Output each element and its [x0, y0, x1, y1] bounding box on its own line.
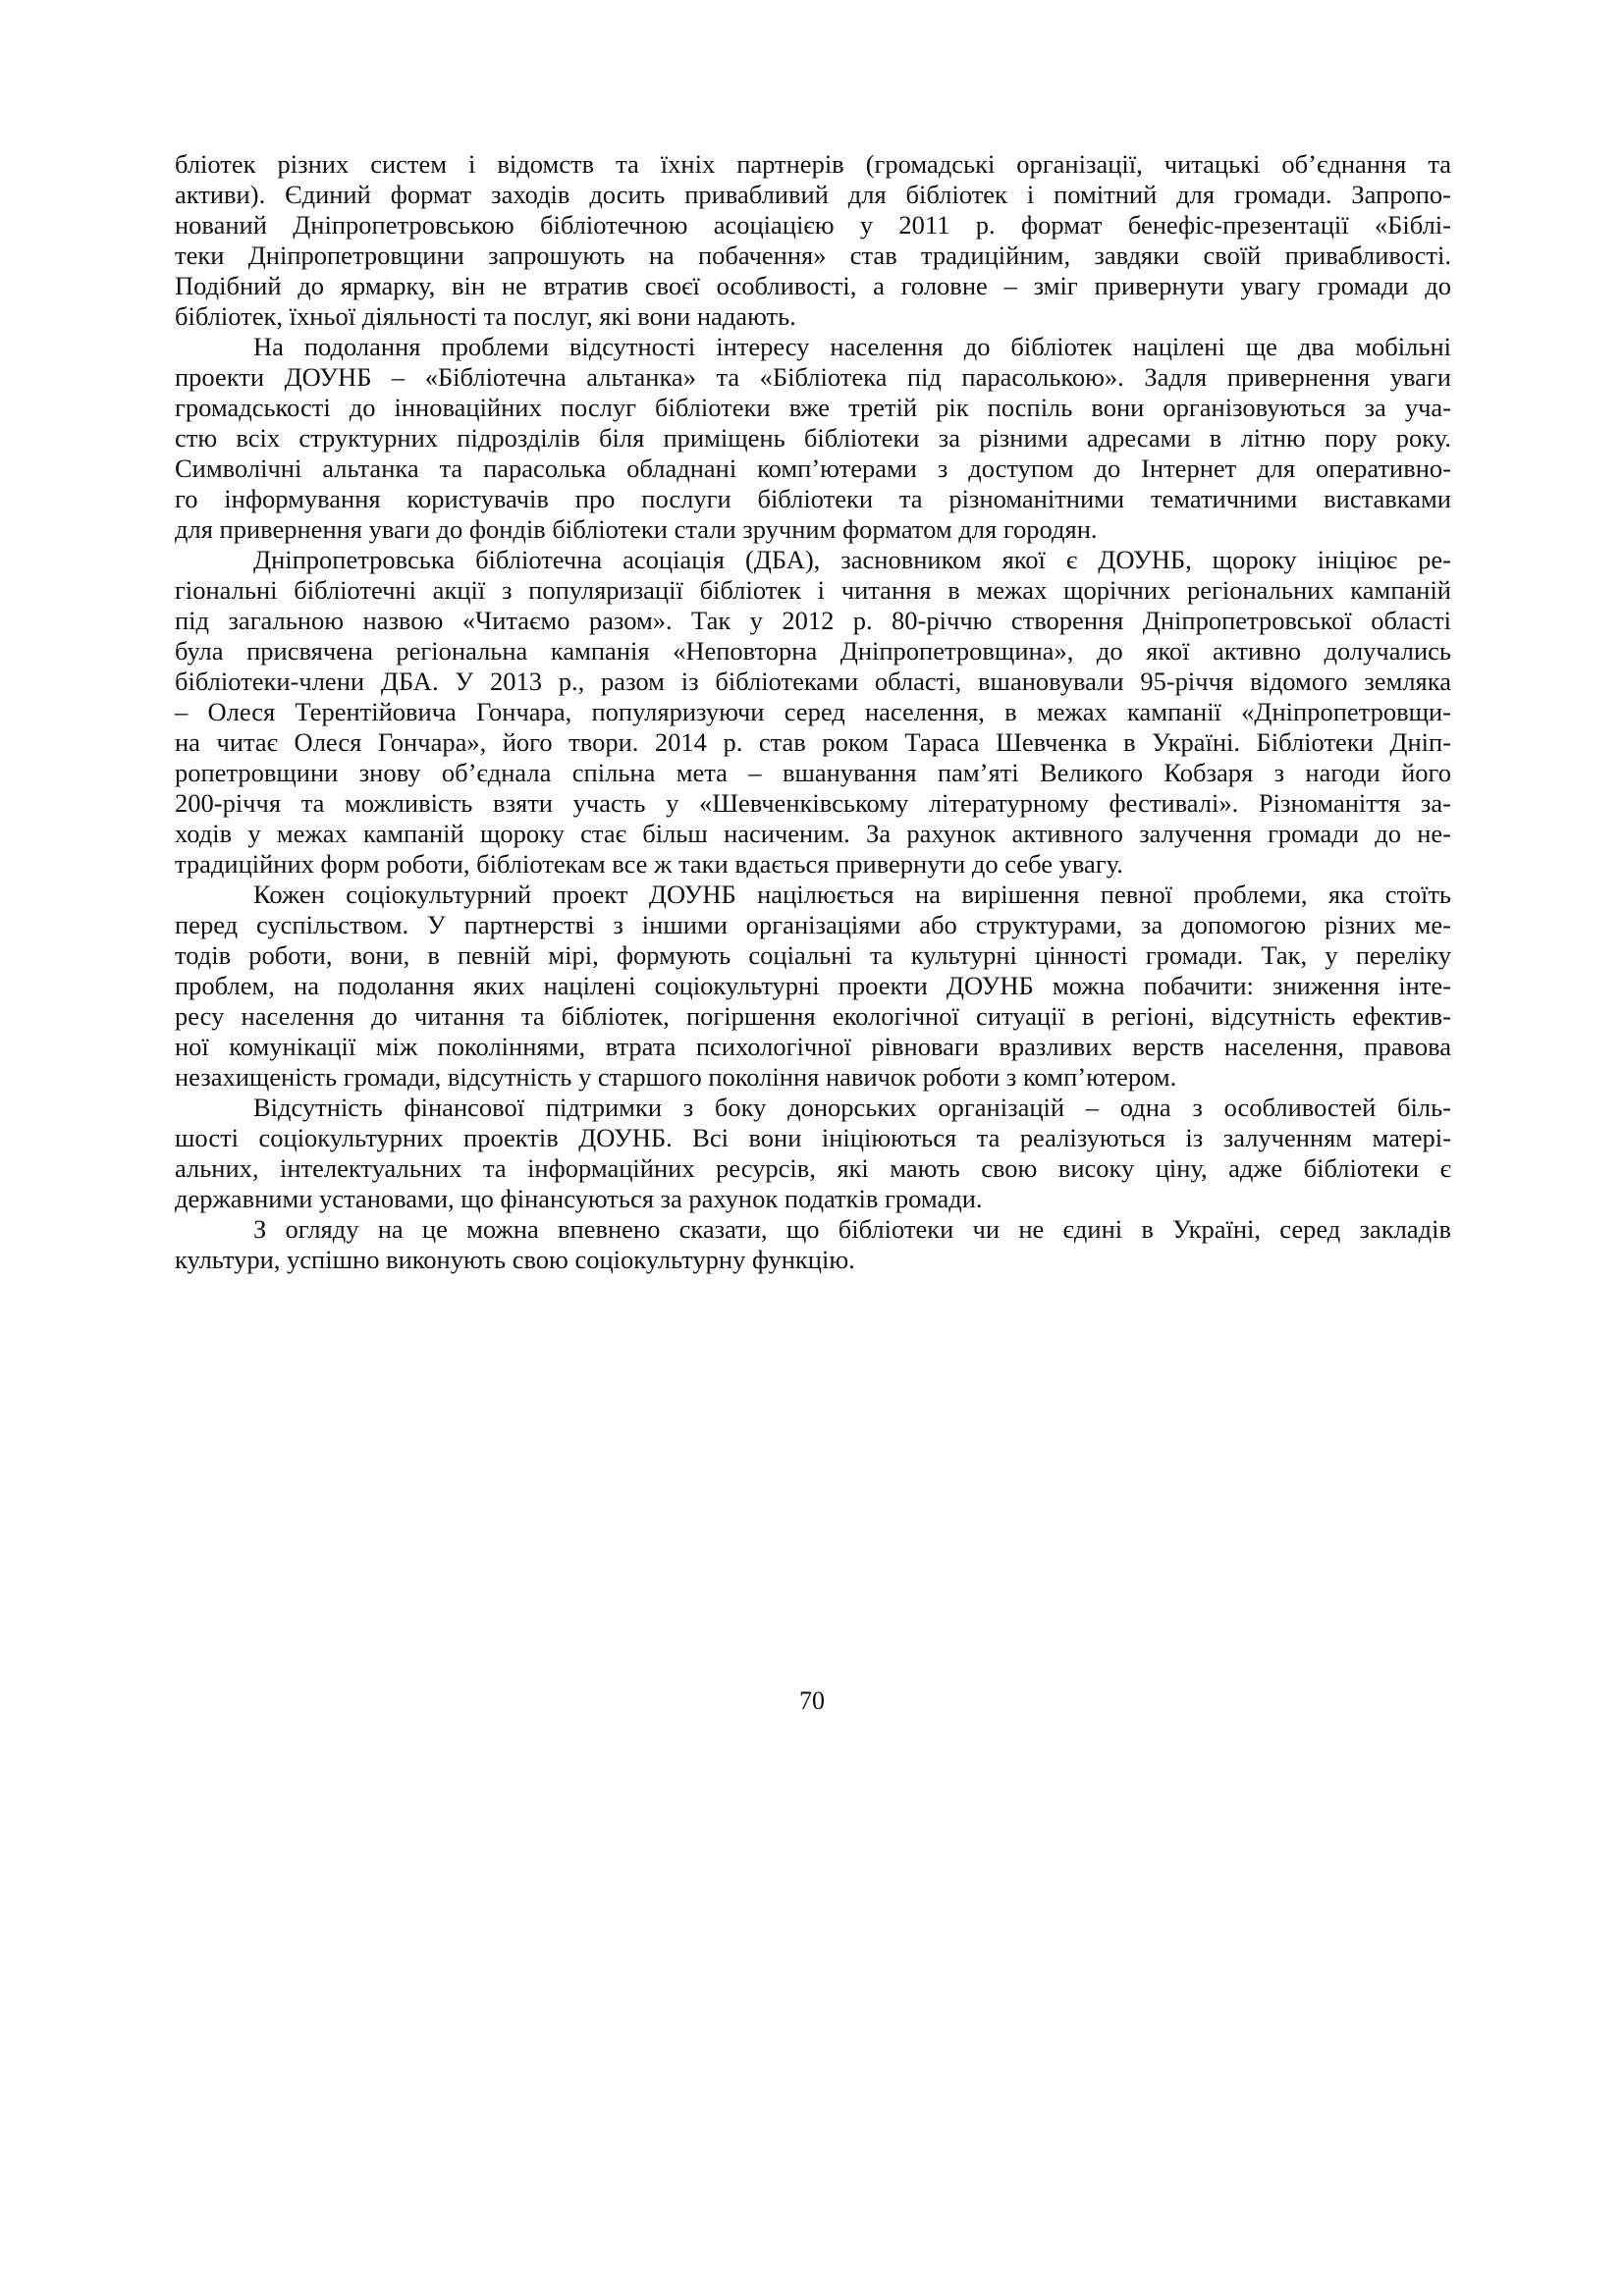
- text-line: ропетровщини знову об’єднала спільна мета – вшанування пам’яті Великого Кобзаря з нагоди його: [175, 758, 1451, 787]
- text-line: нований Дніпропетровською бібліотечною асоціацією у 2011 р. формат бенефіс-презентації «Біблі-: [175, 210, 1451, 240]
- text-line: тодів роботи, вони, в певній мірі, формують соціальні та культурні цінності громади. Так, у переліку: [175, 940, 1451, 970]
- text-line: ходів у межах кампаній щороку стає більш насиченим. За рахунок активного залучення громади до не-: [175, 819, 1451, 848]
- text-line: перед суспільством. У партнерстві з іншими організаціями або структурами, за допомогою різних ме-: [175, 910, 1451, 939]
- text-line: Дніпропетровська бібліотечна асоціація (ДБА), засновником якої є ДОУНБ, щороку ініціює ре-: [253, 545, 1451, 574]
- text-line: під загальною назвою «Читаємо разом». Так у 2012 р. 80-річчю створення Дніпропетровської області: [175, 606, 1451, 635]
- text-line: теки Дніпропетровщини запрошують на побачення» став традиційним, завдяки своїй привабливості.: [175, 240, 1451, 270]
- paragraph: [175, 1093, 1451, 1214]
- body-text: [175, 149, 1451, 1275]
- paragraph: [175, 1214, 1451, 1275]
- text-line: Відсутність фінансової підтримки з боку донорських організацій – одна з особливостей біль-: [253, 1093, 1451, 1122]
- text-line: проекти ДОУНБ – «Бібліотечна альтанка» та «Бібліотека під парасолькою». Задля привернення уваги: [175, 362, 1451, 392]
- text-line: Подібний до ярмарку, він не втратив своєї особливості, а головне – зміг привернути увагу громади до: [175, 271, 1451, 300]
- paragraph: [175, 545, 1451, 880]
- text-line: 200-річчя та можливість взяти участь у «Шевченківському літературному фестивалі». Різноманіття за-: [175, 788, 1451, 818]
- paragraph: [175, 149, 1451, 332]
- text-line: шості соціокультурних проектів ДОУНБ. Всі вони ініціюються та реалізуються із залученням матері-: [175, 1123, 1451, 1152]
- text-line: була присвячена регіональна кампанія «Неповторна Дніпропетровщина», до якої активно долучались: [175, 636, 1451, 666]
- text-line: стю всіх структурних підрозділів біля приміщень бібліотеки за різними адресами в літню пору року.: [175, 423, 1451, 453]
- text-line: незахищеність громади, відсутність у старшого покоління навичок роботи з комп’ютером.: [175, 1062, 1177, 1092]
- text-line: Символічні альтанка та парасолька обладнані комп’ютерами з доступом до Інтернет для оперативно-: [175, 454, 1451, 483]
- text-line: – Олеся Терентійовича Гончара, популяризуючи серед населення, в межах кампанії «Дніпропетровщи-: [175, 697, 1451, 726]
- text-line: Кожен соціокультурний проект ДОУНБ націлюється на вирішення певної проблеми, яка стоїть: [253, 880, 1451, 909]
- text-line: для привернення уваги до фондів бібліотеки стали зручним форматом для городян.: [175, 514, 1098, 544]
- text-line: громадськості до інноваційних послуг бібліотеки вже третій рік поспіль вони організовуються за уча-: [175, 393, 1451, 422]
- text-line: гіональні бібліотечні акції з популяризації бібліотек і читання в межах щорічних регіональних кампаній: [175, 575, 1451, 605]
- text-line: го інформування користувачів про послуги бібліотеки та різноманітними тематичними виставками: [175, 484, 1451, 513]
- text-line: традиційних форм роботи, бібліотекам все ж таки вдається привернути до себе увагу.: [175, 849, 1123, 879]
- text-line: альних, інтелектуальних та інформаційних ресурсів, які мають свою високу ціну, адже бібліотеки є: [175, 1153, 1451, 1183]
- text-line: культури, успішно виконують свою соціокультурну функцію.: [175, 1245, 855, 1274]
- text-line: бліотек різних систем і відомств та їхніх партнерів (громадські організації, читацькі об’єднання та: [175, 149, 1451, 179]
- text-line: На подолання проблеми відсутності інтересу населення до бібліотек націлені ще два мобільні: [253, 332, 1451, 361]
- text-line: бібліотеки-члени ДБА. У 2013 р., разом із бібліотеками області, вшановували 95-річчя відомого земляка: [175, 667, 1451, 696]
- text-line: бібліотек, їхньої діяльності та послуг, які вони надають.: [175, 301, 796, 331]
- paragraph: [175, 332, 1451, 545]
- text-line: активи). Єдиний формат заходів досить привабливий для бібліотек і помітний для громади. Запропо-: [175, 180, 1451, 209]
- text-line: на читає Олеся Гончара», його твори. 2014 р. став роком Тараса Шевченка в Україні. Бібліотеки Дніп-: [175, 727, 1451, 757]
- page-number: 70: [799, 1686, 825, 1715]
- text-line: проблем, на подолання яких націлені соціокультурні проекти ДОУНБ можна побачити: зниження інте-: [175, 971, 1451, 1000]
- text-line: З огляду на це можна впевнено сказати, що бібліотеки чи не єдині в Україні, серед закладів: [253, 1214, 1451, 1244]
- text-line: ресу населення до читання та бібліотек, погіршення екологічної ситуації в регіоні, відсутність ефектив-: [175, 1001, 1451, 1031]
- paragraph: [175, 880, 1451, 1093]
- text-line: державними установами, що фінансуються за рахунок податків громади.: [175, 1184, 983, 1213]
- text-line: ної комунікації між поколіннями, втрата психологічної рівноваги вразливих верств населення, правова: [175, 1032, 1451, 1061]
